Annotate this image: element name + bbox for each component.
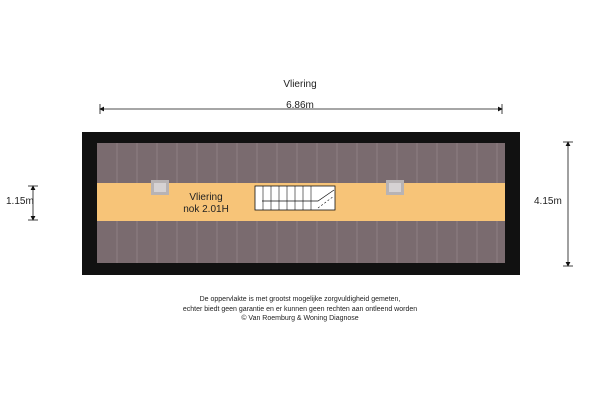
- disclaimer-line-3: © Van Roemburg & Woning Diagnose: [241, 315, 359, 322]
- disclaimer-line-1: De oppervlakte is met grootst mogelijke zorgvuldigheid gemeten,: [199, 296, 401, 303]
- left-height-label: 1.15m: [6, 196, 34, 207]
- disclaimer-line-2: echter biedt geen garantie en er kunnen geen rechten aan ontleend worden: [182, 305, 418, 313]
- room-label: [166, 192, 246, 216]
- right-height-label: 4.15m: [534, 196, 562, 207]
- right-height-dimension-line: [563, 142, 573, 266]
- room-name: Vliering: [189, 192, 223, 203]
- room-ridge-height: nok 2.01H: [183, 204, 229, 215]
- staircase: [255, 186, 335, 210]
- skylight-right: [386, 180, 404, 195]
- floor-title: Vliering: [283, 79, 317, 90]
- disclaimer: [0, 295, 600, 324]
- width-dimension-label: 6.86m: [286, 100, 314, 111]
